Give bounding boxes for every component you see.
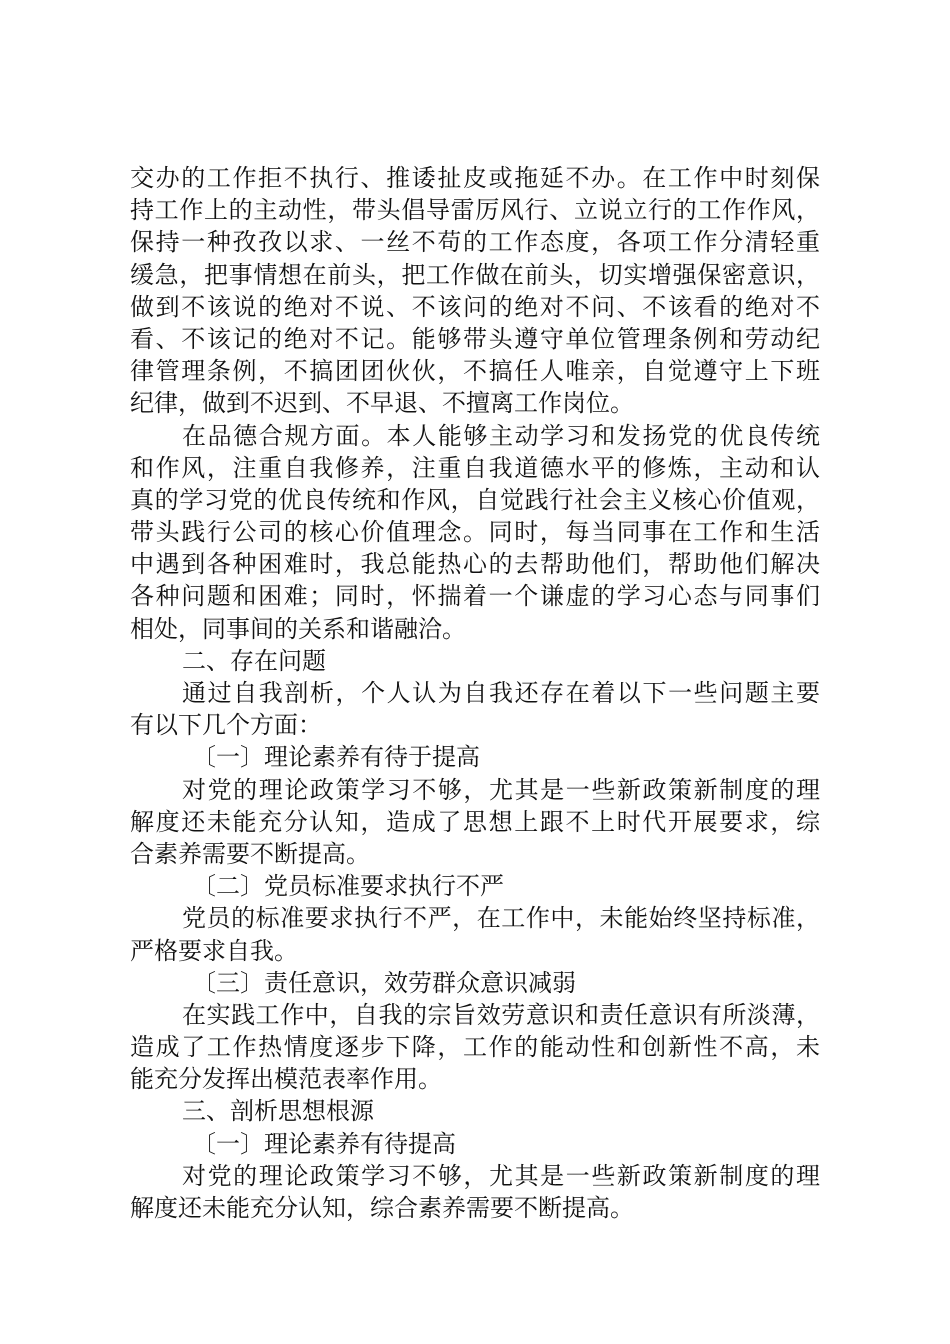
body-line: 保持一种孜孜以求、一丝不苟的工作态度，各项工作分清轻重	[130, 228, 820, 257]
body-line: 真的学习党的优良传统和作风，自觉践行社会主义核心价值观，	[130, 485, 820, 514]
paragraph-first-line: 在品德合规方面。本人能够主动学习和发扬党的优良传统	[182, 421, 820, 450]
paragraph-first-line: 对党的理论政策学习不够，尤其是一些新政策新制度的理	[182, 775, 820, 804]
body-line: 看、不该记的绝对不记。能够带头遵守单位管理条例和劳动纪	[130, 324, 820, 353]
body-line: 中遇到各种困难时，我总能热心的去帮助他们，帮助他们解决	[130, 550, 820, 579]
paragraph-first-line: 对党的理论政策学习不够，尤其是一些新政策新制度的理	[182, 1161, 820, 1190]
subheading-3-1: 〔一〕理论素养有待提高	[192, 1129, 456, 1158]
subheading-2-3: 〔三〕责任意识，效劳群众意识减弱	[192, 968, 576, 997]
paragraph-first-line: 在实践工作中，自我的宗旨效劳意识和责任意识有所淡薄，	[182, 1000, 820, 1029]
paragraph-first-line: 党员的标准要求执行不严，在工作中，未能始终坚持标准，	[182, 904, 820, 933]
paragraph-first-line: 通过自我剖析，个人认为自我还存在着以下一些问题主要	[182, 679, 820, 707]
body-line: 各种问题和困难；同时，怀揣着一个谦虚的学习心态与同事们	[130, 582, 820, 611]
body-line: 解度还未能充分认知，造成了思想上跟不上时代开展要求，综	[130, 807, 820, 836]
body-line: 合素养需要不断提高。	[130, 839, 370, 868]
subheading-2-1: 〔一〕理论素养有待于提高	[192, 743, 480, 772]
body-line: 有以下几个方面：	[130, 711, 322, 740]
body-line: 和作风，注重自我修养，注重自我道德水平的修炼，主动和认	[130, 453, 820, 482]
body-line: 带头践行公司的核心价值理念。同时，每当同事在工作和生活	[130, 518, 820, 547]
body-line: 律管理条例，不搞团团伙伙，不搞任人唯亲，自觉遵守上下班	[130, 357, 820, 386]
body-line: 解度还未能充分认知，综合素养需要不断提高。	[130, 1194, 634, 1222]
body-line: 造成了工作热情度逐步下降，工作的能动性和创新性不高，未	[130, 1033, 820, 1062]
body-line: 相处，同事间的关系和谐融洽。	[130, 614, 466, 643]
body-line: 交办的工作拒不执行、推诿扯皮或拖延不办。在工作中时刻保	[130, 164, 820, 192]
body-line: 能充分发挥出模范表率作用。	[130, 1065, 442, 1094]
body-line: 做到不该说的绝对不说、不该问的绝对不问、不该看的绝对不	[130, 292, 820, 321]
subheading-2-2: 〔二〕党员标准要求执行不严	[192, 872, 504, 901]
body-line: 持工作上的主动性，带头倡导雷厉风行、立说立行的工作作风，	[130, 196, 820, 225]
body-line: 纪律，做到不迟到、不早退、不擅离工作岗位。	[130, 389, 634, 418]
body-line: 严格要求自我。	[130, 936, 298, 965]
document-body	[130, 162, 820, 1224]
section-heading-2: 二、存在问题	[182, 646, 326, 675]
section-heading-3: 三、剖析思想根源	[182, 1097, 374, 1126]
body-line: 缓急，把事情想在前头，把工作做在前头，切实增强保密意识，	[130, 260, 820, 289]
